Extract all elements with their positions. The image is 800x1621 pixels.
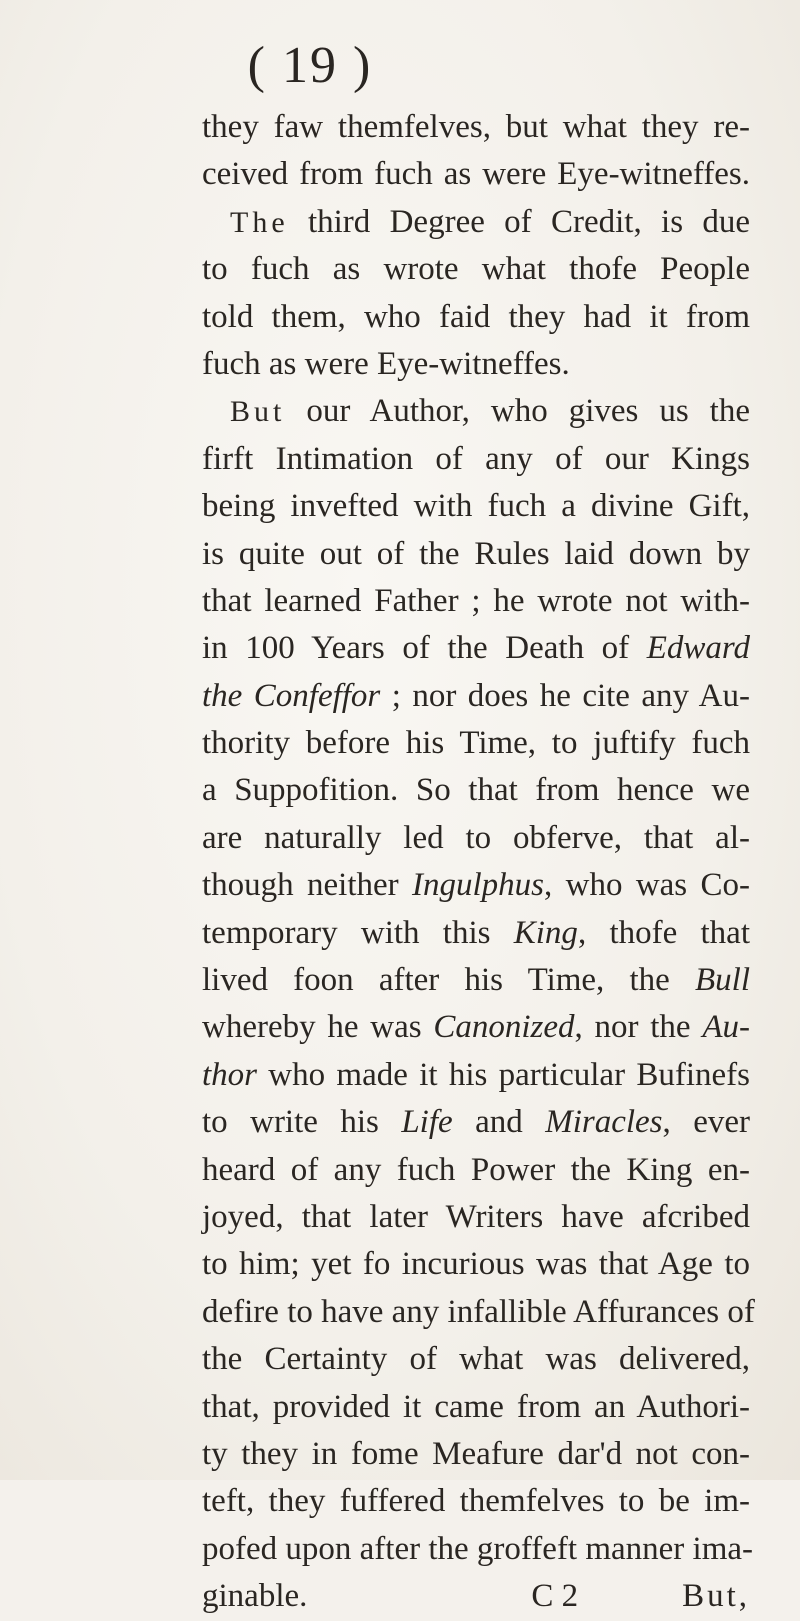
text-line [202,720,750,767]
line-text: joyed, that later Writers have afcribed [202,1198,750,1235]
line-text: , who was Co- [544,867,750,904]
text-line [202,199,750,246]
text-line [202,910,750,957]
line-text: that, provided it came from an Authori- [202,1388,750,1425]
catchword: But, [682,1578,750,1615]
italic-word: King [513,914,578,951]
line-text: to fuch as wrote what thofe People [202,251,750,288]
italic-name: Edward [646,630,750,667]
text-line [202,1004,750,1051]
text-line [202,957,750,1004]
small-caps-word: The [230,205,289,239]
line-text: and [452,1104,546,1141]
text-line [202,1052,750,1099]
text-line [202,1147,750,1194]
text-line [202,1336,750,1383]
text-line [202,1241,750,1288]
line-text: fuch as were Eye-witneffes. [202,345,570,382]
line-text: who made it his particular Bufinefs [257,1056,750,1093]
line-text: a Suppofition. So that from hence we [202,772,750,809]
line-text: whereby he was [202,1009,434,1046]
text-line [202,531,750,578]
last-line-text: ginable. [202,1578,308,1615]
line-text: firft Intimation of any of our Kings [202,440,750,477]
italic-word: thor [202,1056,258,1093]
italic-word: Bull [695,962,750,999]
line-text: , thofe that [577,914,750,951]
text-line [202,625,750,672]
line-text: our Author, who gives us the [285,393,750,430]
page-number: ( 19 ) [247,37,373,94]
text-line [202,815,750,862]
text-line [202,862,750,909]
line-text: temporary with this [202,914,514,951]
italic-word: Life [401,1104,453,1141]
text-line [202,1099,750,1146]
text-line [202,388,750,435]
text-line [202,1289,755,1336]
small-caps-word: But [230,395,286,429]
line-text: being invefted with fuch a divine Gift, [202,488,750,525]
italic-word: Canonized [433,1009,575,1046]
text-line [202,1431,750,1478]
text-line [202,151,750,198]
text-line [202,578,750,625]
text-line [202,1526,753,1573]
line-text: ceived from fuch as were Eye-witneffes. [202,156,750,193]
line-text: ; nor does he cite any Au- [380,677,750,714]
line-text: is quite out of the Rules laid down by [202,535,750,572]
italic-word: Au- [702,1009,750,1046]
line-text: told them, who faid they had it from [202,298,750,335]
text-line [202,246,750,293]
italic-name: the Confeffor [202,677,381,714]
line-text: teft, they fuffered themfelves to be im- [202,1483,750,1520]
line-text: ty they in fome Meafure dar'd not con- [202,1435,750,1472]
line-text: in 100 Years of the Death of [202,630,647,667]
signature-mark: C 2 [531,1578,579,1615]
line-text: that learned Father ; he wrote not with- [202,582,750,619]
line-text: , nor the [574,1009,703,1046]
line-text: defire to have any infallible Affurances of [202,1293,755,1330]
line-text: pofed upon after the groffeft manner ima- [202,1530,753,1567]
italic-word: Miracles [545,1104,663,1141]
line-text: third Degree of Credit, is due [288,203,750,240]
line-text: heard of any fuch Power the King en- [202,1151,750,1188]
line-text: to write his [202,1104,402,1141]
text-line [202,767,750,814]
line-text: are naturally led to obferve, that al- [202,819,750,856]
line-text: lived foon after his Time, the [202,962,695,999]
body-text [202,104,755,1621]
text-line [202,1384,750,1431]
text-line [202,673,750,720]
footer-line [202,1573,750,1620]
text-line [202,1478,750,1525]
line-text: though neither [202,867,413,904]
line-text: thority before his Time, to juftify fuch [202,725,750,762]
text-line [202,483,750,530]
line-text: the Certainty of what was delivered, [202,1341,750,1378]
text-line [202,1194,750,1241]
text-line [202,436,750,483]
text-line [202,294,750,341]
line-text: they faw themfelves, but what they re- [202,109,750,145]
text-line [202,341,750,388]
text-line [202,104,750,151]
italic-name: Ingulphus [412,867,545,904]
line-text: to him; yet fo incurious was that Age to [202,1246,750,1283]
line-text: , ever [662,1104,750,1141]
